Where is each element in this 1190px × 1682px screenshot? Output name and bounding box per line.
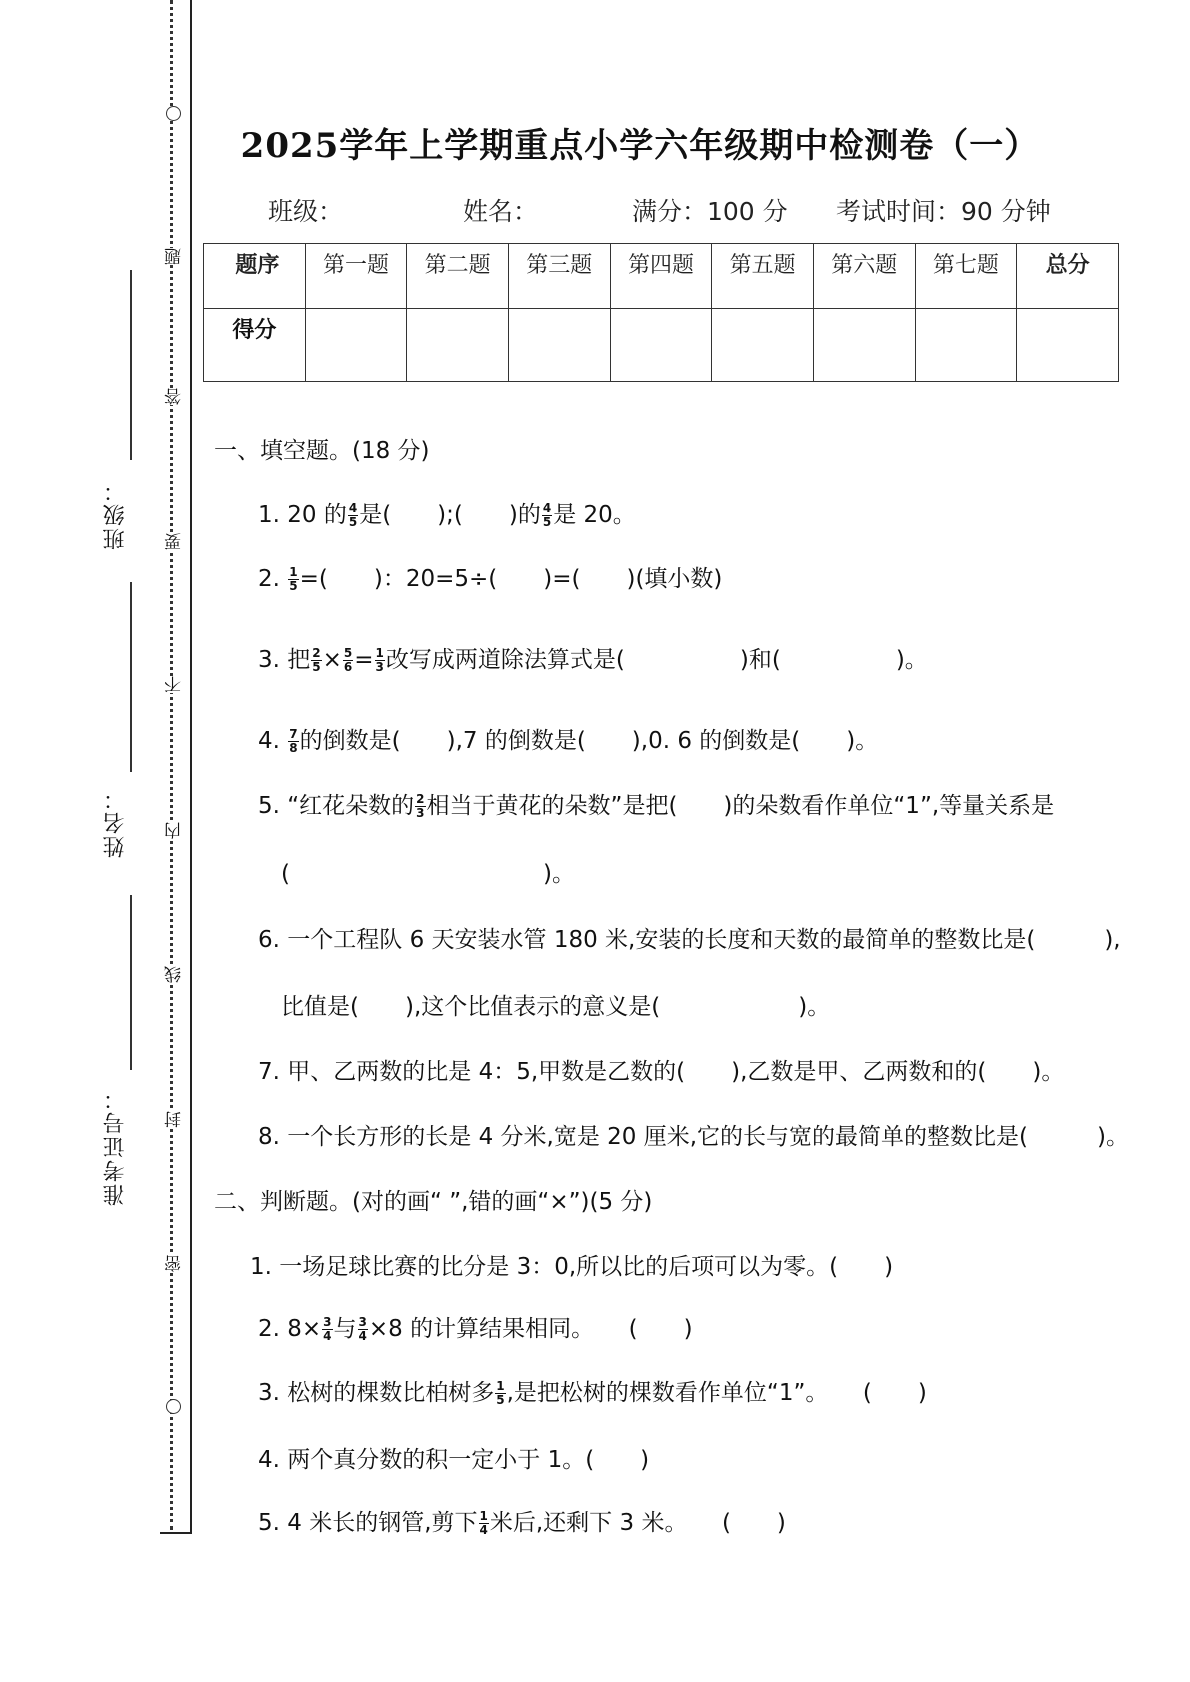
table-cell: 第三题 [508, 244, 610, 309]
fraction [311, 647, 321, 674]
section-heading: 二、判断题。(对的画“ ”,错的画“×”)(5 分) [214, 1189, 653, 1215]
score-table-score-row [204, 309, 1119, 382]
section-heading: 一、填空题。(18 分) [214, 438, 430, 464]
fraction-denominator: 5 [289, 579, 298, 593]
question-text: = [354, 647, 374, 673]
question-text: 与 [333, 1316, 357, 1342]
question: 1. 一场足球比赛的比分是 3：0,所以比的后项可以为零。( ) [250, 1254, 894, 1280]
fraction-denominator: 6 [343, 660, 353, 674]
question-text: ×8 的计算结果相同。 ( ) [368, 1316, 693, 1342]
exam-id-label: 准考证号： [103, 1086, 128, 1206]
fraction-numerator: 2 [312, 646, 321, 660]
fraction [348, 502, 358, 529]
fraction-denominator: 4 [358, 1329, 367, 1343]
question: 7. 甲、乙两数的比是 4：5,甲数是乙数的( ),乙数是甲、乙两数和的( )。 [258, 1059, 1065, 1085]
question-text: 5. “红花朵数的 [258, 793, 415, 819]
binding-char: 不 [165, 676, 185, 693]
question-text: 的倒数是( ),7 的倒数是( ),0. 6 的倒数是( )。 [299, 728, 879, 754]
fraction [322, 1316, 332, 1343]
name-field-label: 姓名： [463, 197, 539, 226]
question-text: 3. 把 [258, 647, 311, 673]
table-cell: 第四题 [610, 244, 712, 309]
score-cell[interactable] [1017, 309, 1119, 382]
score-cell[interactable] [712, 309, 814, 382]
binding-dotted-line [170, 0, 179, 1530]
question-text: 3. 松树的棵数比柏树多 [258, 1380, 495, 1406]
score-table [203, 243, 1119, 382]
fraction-denominator: 4 [323, 1329, 332, 1343]
question-text: 相当于黄花的朵数”是把( )的朵数看作单位“1”,等量关系是 [426, 793, 1055, 819]
question-text: 1. 20 的 [258, 502, 347, 528]
question-text: 2. [258, 566, 288, 592]
question-text: ,是把松树的棵数看作单位“1”。 ( ) [506, 1380, 927, 1406]
binding-char: 题 [165, 248, 185, 265]
table-cell: 总分 [1017, 244, 1119, 309]
question [258, 722, 878, 755]
fraction-numerator: 7 [289, 727, 298, 741]
exam-time: 考试时间：90 分钟 [836, 197, 1051, 226]
question-text: 5. 4 米长的钢管,剪下 [258, 1510, 478, 1536]
fraction-denominator: 4 [479, 1523, 488, 1537]
fraction-numerator: 5 [343, 646, 353, 660]
question-text: 改写成两道除法算式是( )和( )。 [385, 647, 928, 673]
full-score: 满分：100 分 [632, 197, 788, 226]
question-text: × [322, 647, 342, 673]
fraction-denominator: 8 [289, 741, 298, 755]
table-cell: 第二题 [407, 244, 509, 309]
fraction-numerator: 4 [542, 501, 552, 515]
fraction-denominator: 3 [416, 806, 425, 820]
question-continuation: 比值是( ),这个比值表示的意义是( )。 [281, 994, 831, 1020]
score-cell[interactable] [813, 309, 915, 382]
binding-char: 线 [165, 966, 185, 983]
score-cell[interactable] [610, 309, 712, 382]
question: 4. 两个真分数的积一定小于 1。( ) [258, 1447, 650, 1473]
question: 8. 一个长方形的长是 4 分米,宽是 20 厘米,它的长与宽的最简单的整数比是( )。 [258, 1124, 1129, 1150]
question-text: 是( );( )的 [359, 502, 541, 528]
fraction-denominator: 5 [542, 515, 552, 529]
question [258, 641, 928, 674]
table-cell: 第五题 [712, 244, 814, 309]
fraction-numerator: 3 [323, 1315, 332, 1329]
fraction-numerator: 1 [496, 1379, 505, 1393]
binding-char: 答 [165, 388, 185, 405]
class-underline [130, 270, 132, 460]
question-text: 米后,还剩下 3 米。 ( ) [489, 1510, 786, 1536]
binding-circle-bottom [166, 1399, 181, 1414]
table-cell: 题序 [204, 244, 306, 309]
question-continuation: ( )。 [281, 861, 575, 887]
exam-id-underline [130, 895, 132, 1070]
question-text: 是 20。 [553, 502, 636, 528]
binding-circle-top [166, 106, 181, 121]
fraction-denominator: 5 [348, 515, 358, 529]
question [258, 1374, 927, 1407]
fraction-denominator: 5 [312, 660, 321, 674]
fraction-numerator: 2 [416, 792, 425, 806]
fraction [343, 647, 353, 674]
score-cell[interactable] [407, 309, 509, 382]
question: 6. 一个工程队 6 天安装水管 180 米,安装的长度和天数的最简单的整数比是( ), [258, 927, 1121, 953]
fraction-numerator: 1 [479, 1509, 488, 1523]
question [258, 560, 722, 593]
question [258, 1310, 693, 1343]
fraction-denominator: 5 [496, 1393, 505, 1407]
fraction-numerator: 4 [348, 501, 358, 515]
question-text: =( )：20=5÷( )=( )(填小数) [299, 566, 723, 592]
question-text: 2. 8× [258, 1316, 322, 1342]
name-underline [130, 582, 132, 772]
table-cell: 第一题 [305, 244, 407, 309]
binding-char: 封 [165, 1111, 185, 1128]
score-cell[interactable] [915, 309, 1017, 382]
fraction-numerator: 1 [375, 646, 384, 660]
class-field-label: 班级： [268, 197, 344, 226]
score-table-header-row [204, 244, 1119, 309]
score-cell[interactable] [305, 309, 407, 382]
binding-char: 内 [165, 822, 185, 839]
fraction [288, 566, 298, 593]
table-cell: 第六题 [813, 244, 915, 309]
fraction [415, 793, 425, 820]
table-cell: 第七题 [915, 244, 1017, 309]
table-cell: 得分 [204, 309, 306, 382]
fraction [358, 1316, 368, 1343]
class-label: 班级： [103, 478, 128, 550]
score-cell[interactable] [508, 309, 610, 382]
question-text: 4. [258, 728, 288, 754]
fraction [288, 728, 298, 755]
binding-char: 密 [165, 1255, 185, 1272]
question [258, 496, 636, 529]
name-label: 姓名： [103, 786, 128, 858]
fraction [495, 1380, 505, 1407]
fraction-numerator: 1 [289, 565, 298, 579]
binding-char: 要 [165, 533, 185, 550]
fraction-denominator: 3 [375, 660, 384, 674]
fraction-numerator: 3 [358, 1315, 367, 1329]
question [258, 1504, 786, 1537]
fraction [542, 502, 552, 529]
fraction [375, 647, 385, 674]
question [258, 787, 1054, 820]
page-title: 2025学年上学期重点小学六年级期中检测卷（一） [240, 126, 1040, 166]
fraction [479, 1510, 489, 1537]
